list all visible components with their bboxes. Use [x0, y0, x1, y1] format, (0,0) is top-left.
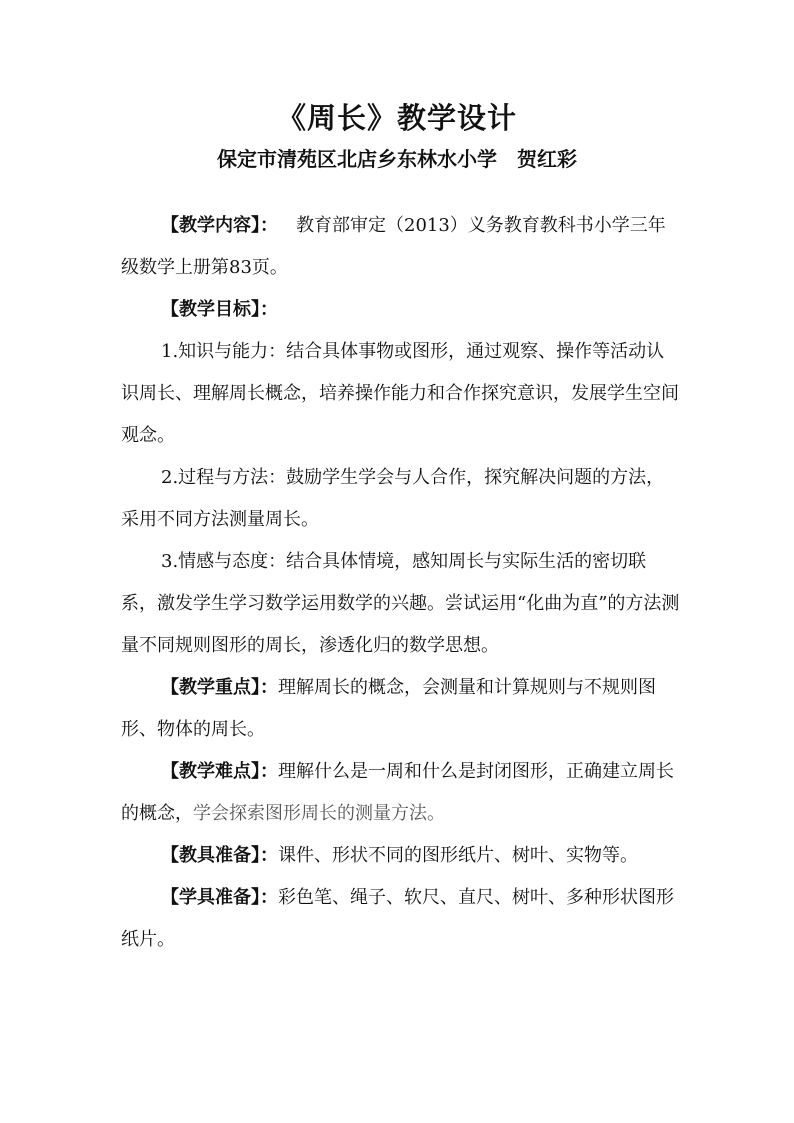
content-label: 【教学内容】：: [161, 215, 278, 236]
objective-item: 3.情感与态度：结合具体情境，感知周长与实际生活的密切联系，激发学生学习数学运用数学的兴趣。尝试运用“化曲为直”的方法测量不同规则图形的周长，渗透化归的数学思想。: [121, 551, 680, 656]
document-title: 《周长》教学设计: [276, 101, 517, 135]
objective-item: 2.过程与方法：鼓励学生学会与人合作，探究解决问题的方法，采用不同方法测量周长。: [121, 467, 665, 530]
learning-aids-text: 彩色笔、绳子、软尺、直尺、树叶、多种形状图形纸片。: [121, 887, 674, 950]
objectives-label: 【教学目标】：: [161, 299, 278, 320]
difficulties-label: 【教学难点】：: [161, 761, 278, 782]
learning-aids-label: 【学具准备】：: [161, 887, 278, 908]
school-name: 保定市清苑区北店乡东林水小学: [217, 147, 497, 171]
content-text: 教育部审定（2013）义务教育教科书小学三年级数学上册第83页。: [121, 215, 666, 278]
key-points-label: 【教学重点】：: [161, 677, 278, 698]
content-paragraph: [121, 205, 681, 289]
objectives-heading: [121, 289, 681, 331]
difficulties-text: 理解什么是一周和什么是封闭图形，正确建立周长的概念，: [121, 761, 674, 824]
author-name: 贺红彩: [517, 147, 577, 171]
key-points-paragraph: [121, 667, 681, 751]
objective-item: 1.知识与能力：结合具体事物或图形，通过观察、操作等活动认识周长、理解周长概念，培养操作能力和合作探究意识，发展学生空间观念。: [121, 341, 679, 446]
key-points-text: 理解周长的概念，会测量和计算规则与不规则图形、物体的周长。: [121, 677, 656, 740]
learning-aids-paragraph: [121, 877, 681, 961]
document-body: [121, 205, 681, 961]
difficulties-text-muted: 学会探索图形周长的测量方法。: [193, 803, 445, 824]
teaching-aids-label: 【教具准备】：: [161, 845, 278, 866]
teaching-aids-text: 课件、形状不同的图形纸片、树叶、实物等。: [278, 845, 638, 866]
document-subtitle: [0, 142, 794, 176]
difficulties-paragraph: [121, 751, 681, 835]
teaching-aids-paragraph: [121, 835, 681, 877]
